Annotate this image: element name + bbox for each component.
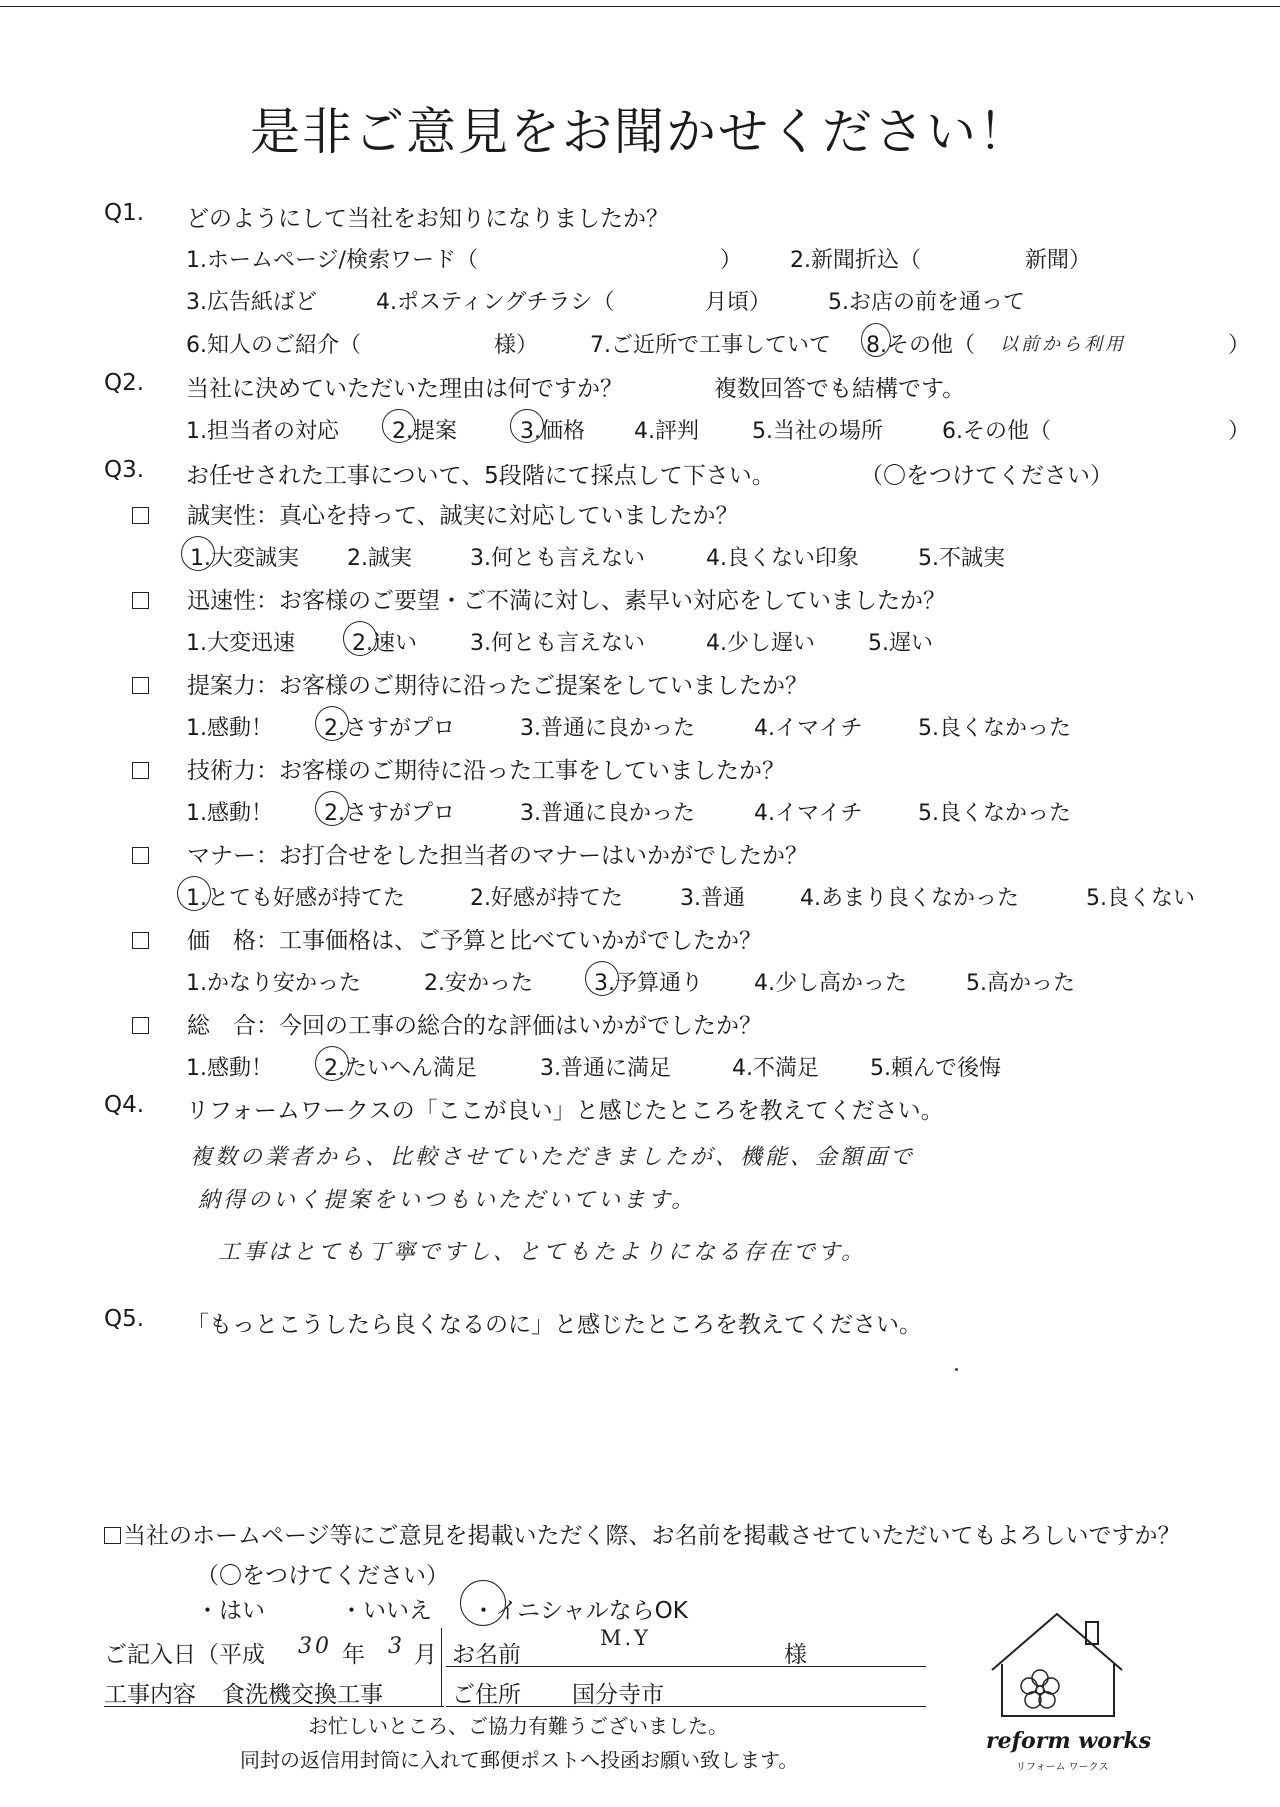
entry-work-value: 食洗機交換工事 <box>222 1682 383 1708</box>
q3-item-4 <box>132 752 785 785</box>
q3-item-3-option-1[interactable]: 1.感動！ <box>186 716 273 741</box>
q5-number: Q5. <box>104 1306 145 1332</box>
q3-item-5-option-1[interactable]: 1.とても好感が持てた <box>186 886 405 911</box>
publish-question <box>104 1517 1181 1550</box>
q3-item-2-option-2[interactable]: 2.速い <box>352 631 417 656</box>
q3-item-7-option-3[interactable]: 3.普通に満足 <box>540 1056 671 1081</box>
q1-option-3[interactable]: 3.広告紙ばど <box>186 290 317 315</box>
q3-item-6-question: 価 格：工事価格は、ご予算と比べていかがでしたか？ <box>187 928 762 954</box>
publish-option-no[interactable]: ・いいえ <box>340 1598 432 1624</box>
q3-item-6-option-3[interactable]: 3.予算通り <box>594 971 703 996</box>
q4-handwritten-line-3: 工事はとても丁寧ですし、とてもたよりになる存在です。 <box>218 1240 867 1265</box>
entry-name-value: M.Y <box>600 1626 652 1650</box>
entry-year-handwritten: 30 <box>298 1634 332 1659</box>
q1-option-8-close: ） <box>1228 333 1251 358</box>
q3-item-4-option-1[interactable]: 1.感動！ <box>186 801 273 826</box>
company-logo <box>982 1608 1152 1784</box>
q1-option-6-close: 様） <box>494 333 539 358</box>
q1-text: どのようにして当社をお知りになりましたか？ <box>186 206 669 232</box>
q3-item-5-option-3[interactable]: 3.普通 <box>680 886 745 911</box>
entry-month-handwritten: 3 <box>388 1634 405 1659</box>
q3-item-5 <box>132 837 808 870</box>
q3-item-3-checkbox[interactable] <box>132 677 149 694</box>
q2-option-2-selected-mark <box>382 409 416 443</box>
q3-item-6-selected-mark <box>585 961 619 996</box>
q3-item-2-option-1[interactable]: 1.大変迅速 <box>186 631 295 656</box>
q2-option-5[interactable]: 5.当社の場所 <box>752 419 883 444</box>
q3-item-7-option-5[interactable]: 5.頼んで後悔 <box>870 1056 1001 1081</box>
publish-question-text: 当社のホームページ等にご意見を掲載いただく際、お名前を掲載させていただいてもよろしいですか？ <box>123 1523 1181 1549</box>
q3-item-7-option-4[interactable]: 4.不満足 <box>732 1056 819 1081</box>
q3-item-5-question: マナー：お打合せをした担当者のマナーはいかがでしたか？ <box>187 843 808 869</box>
q3-item-6-option-2[interactable]: 2.安かった <box>424 971 533 996</box>
q3-item-2-selected-mark <box>343 621 377 656</box>
q1-option-2-close: 新聞） <box>1025 248 1092 273</box>
q3-item-1-option-5[interactable]: 5.不誠実 <box>918 546 1005 571</box>
entry-address-label: ご住所 <box>452 1682 521 1708</box>
entry-name-underline <box>446 1666 926 1667</box>
q3-item-4-option-4[interactable]: 4.イマイチ <box>754 801 863 826</box>
q5-text: 「もっとこうしたら良くなるのに」と感じたところを教えてください。 <box>186 1312 922 1338</box>
q3-item-2-checkbox[interactable] <box>132 592 149 609</box>
q3-item-1-option-1[interactable]: 1.大変誠実 <box>190 546 299 571</box>
q3-item-1-option-2[interactable]: 2.誠実 <box>347 546 412 571</box>
q3-item-3-option-5[interactable]: 5.良くなかった <box>918 716 1071 741</box>
q3-item-3-option-3[interactable]: 3.普通に良かった <box>520 716 695 741</box>
q3-item-5-option-4[interactable]: 4.あまり良くなかった <box>800 886 1019 911</box>
q3-item-4-question: 技術力：お客様のご期待に沿った工事をしていましたか？ <box>187 758 785 784</box>
q3-item-1-selected-mark <box>181 536 215 571</box>
q3-item-1-option-4[interactable]: 4.良くない印象 <box>706 546 859 571</box>
q2-option-6[interactable]: 6.その他（ <box>942 419 1051 444</box>
q3-item-7 <box>132 1007 762 1040</box>
q1-option-4[interactable]: 4.ポスティングチラシ（ <box>376 290 615 315</box>
q3-item-6-option-5[interactable]: 5.高かった <box>966 971 1075 996</box>
q3-item-5-option-5[interactable]: 5.良くない <box>1086 886 1195 911</box>
q2-option-3[interactable]: 3.価格 <box>520 419 585 444</box>
q3-item-4-checkbox[interactable] <box>132 762 149 779</box>
q2-text: 当社に決めていただいた理由は何ですか？ <box>186 376 623 402</box>
q1-option-6[interactable]: 6.知人のご紹介（ <box>186 333 361 358</box>
footer-thanks: お忙しいところ、ご協力有難うございました。 <box>308 1714 728 1738</box>
q3-item-2-option-5[interactable]: 5.遅い <box>868 631 933 656</box>
q3-item-3 <box>132 667 808 700</box>
q2-option-1[interactable]: 1.担当者の対応 <box>186 419 339 444</box>
q3-item-3-selected-mark <box>315 706 349 741</box>
q3-item-2 <box>132 582 946 615</box>
publish-option-initials[interactable]: ・イニシャルならOK <box>472 1598 688 1624</box>
scan-speck <box>955 1368 958 1371</box>
publish-note: （〇をつけてください） <box>196 1563 449 1589</box>
entry-year-unit: 年 <box>342 1642 365 1668</box>
q3-item-4-option-2[interactable]: 2.さすがプロ <box>324 801 455 826</box>
q3-item-5-checkbox[interactable] <box>132 847 149 864</box>
logo-text: reform works <box>986 1728 1152 1754</box>
q3-item-1-checkbox[interactable] <box>132 507 149 524</box>
q3-note: （〇をつけてください） <box>860 463 1113 489</box>
q3-item-6-option-4[interactable]: 4.少し高かった <box>754 971 907 996</box>
q3-item-4-option-3[interactable]: 3.普通に良かった <box>520 801 695 826</box>
entry-name-label: お名前 <box>452 1642 521 1668</box>
q3-item-1-option-3[interactable]: 3.何とも言えない <box>470 546 645 571</box>
q4-number: Q4. <box>104 1092 145 1118</box>
q4-handwritten-line-1: 複数の業者から、比較させていただきましたが、機能、金額面で <box>190 1145 916 1170</box>
q1-number: Q1. <box>104 200 145 226</box>
q3-item-5-option-2[interactable]: 2.好感が持てた <box>470 886 623 911</box>
q1-option-1[interactable]: 1.ホームページ/検索ワード（ <box>186 248 478 273</box>
q3-item-4-selected-mark <box>315 791 349 826</box>
q3-text: お任せされた工事について、5段階にて採点して下さい。 <box>186 463 775 489</box>
q3-item-3-option-2[interactable]: 2.さすがプロ <box>324 716 455 741</box>
house-logo-icon <box>982 1608 1132 1728</box>
footer-instruction: 同封の返信用封筒に入れて郵便ポストへ投函お願い致します。 <box>240 1748 799 1772</box>
publish-option-initials-selected-mark <box>460 1580 506 1626</box>
top-border <box>0 6 1280 7</box>
q3-item-7-checkbox[interactable] <box>132 1017 149 1034</box>
q2-note: 複数回答でも結構です。 <box>714 376 966 402</box>
q4-handwritten-line-2: 納得のいく提案をいつもいただいています。 <box>198 1188 697 1213</box>
q1-option-8-selected-mark <box>861 323 891 357</box>
entry-work-underline <box>104 1706 444 1707</box>
q3-item-1-question: 誠実性：真心を持って、誠実に対応していましたか？ <box>187 503 739 529</box>
entry-date-divider <box>441 1628 442 1668</box>
q3-item-7-option-2[interactable]: 2.たいへん満足 <box>324 1056 477 1081</box>
q3-item-4-option-5[interactable]: 5.良くなかった <box>918 801 1071 826</box>
entry-name-suffix: 様 <box>784 1642 807 1668</box>
page-title: 是非ご意見をお聞かせください！ <box>250 103 1030 161</box>
q4-text: リフォームワークスの「ここが良い」と感じたところを教えてください。 <box>186 1098 944 1124</box>
entry-address-value: 国分寺市 <box>572 1682 664 1708</box>
q1-option-8[interactable]: 8.その他（ <box>866 333 975 358</box>
q3-item-2-option-3[interactable]: 3.何とも言えない <box>470 631 645 656</box>
entry-work-divider <box>441 1668 442 1706</box>
entry-address-underline <box>446 1706 926 1707</box>
publish-checkbox[interactable] <box>104 1527 121 1544</box>
q3-item-6-checkbox[interactable] <box>132 932 149 949</box>
q3-number: Q3. <box>104 457 145 483</box>
q3-item-3-option-4[interactable]: 4.イマイチ <box>754 716 863 741</box>
q1-other-handwritten: 以前から利用 <box>1000 334 1126 355</box>
q3-item-6-option-1[interactable]: 1.かなり安かった <box>186 971 361 996</box>
q1-option-2[interactable]: 2.新聞折込（ <box>790 248 921 273</box>
q1-option-5[interactable]: 5.お店の前を通って <box>828 290 1025 315</box>
entry-work-label: 工事内容 <box>104 1682 196 1708</box>
q3-item-3-question: 提案力：お客様のご期待に沿ったご提案をしていましたか？ <box>187 673 808 699</box>
q3-item-6 <box>132 922 762 955</box>
q2-option-2[interactable]: 2.提案 <box>392 419 457 444</box>
q2-option-3-selected-mark <box>510 409 544 443</box>
q3-item-5-selected-mark <box>177 876 211 911</box>
q3-item-2-option-4[interactable]: 4.少し遅い <box>706 631 815 656</box>
q3-item-1 <box>132 497 739 530</box>
q3-item-7-option-1[interactable]: 1.感動！ <box>186 1056 273 1081</box>
q3-item-7-selected-mark <box>315 1046 349 1081</box>
q2-option-6-close: ） <box>1228 419 1251 444</box>
q1-option-7[interactable]: 7.ご近所で工事していて <box>590 333 831 358</box>
q3-item-2-question: 迅速性：お客様のご要望・ご不満に対し、素早い対応をしていましたか？ <box>187 588 946 614</box>
q2-option-4[interactable]: 4.評判 <box>634 419 699 444</box>
publish-option-yes[interactable]: ・はい <box>196 1598 265 1624</box>
entry-date-label: ご記入日（平成 <box>104 1642 265 1668</box>
q3-item-7-question: 総 合：今回の工事の総合的な評価はいかがでしたか？ <box>187 1013 762 1039</box>
entry-month-unit: 月 <box>414 1642 437 1668</box>
q2-number: Q2. <box>104 370 145 396</box>
q1-option-4-close: 月頃） <box>705 290 772 315</box>
q1-option-1-close: ） <box>720 248 743 273</box>
logo-subtext: リフォーム ワークス <box>1016 1762 1109 1773</box>
